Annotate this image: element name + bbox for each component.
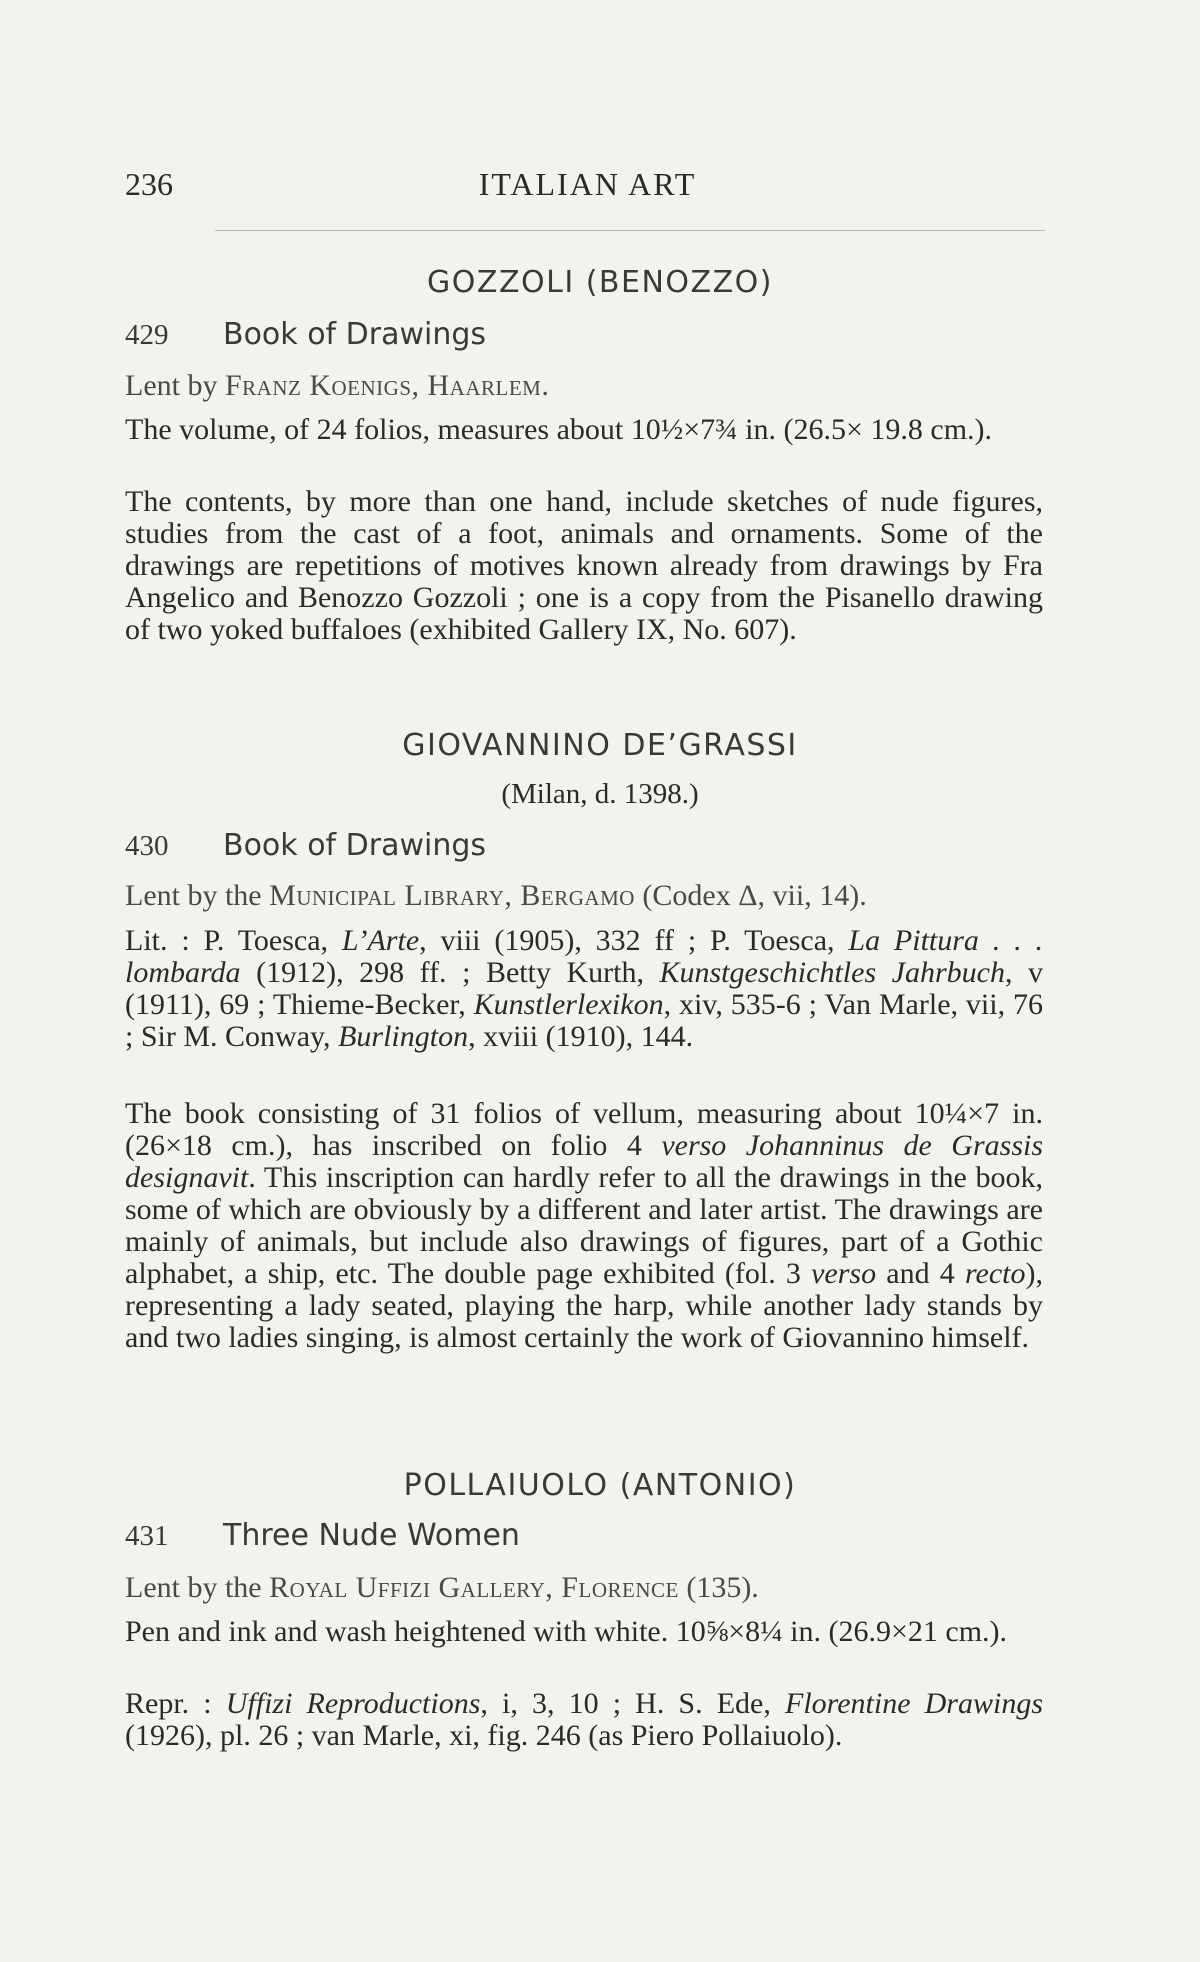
entry-title: Book of Drawings [223, 828, 487, 863]
literature-paragraph: Lit. : P. Toesca, L’Arte, viii (1905), 332 ff ; P. Toesca, La Pittura . . . lombarda (1912), 298 ff. ; Betty Kurth, Kunstgeschichtles Jahrbuch, v (1911), 69 ; Thieme-Becker, Kunstlerlexikon, xiv, 535-6 ; Van Marle, vii, 76 ; Sir M. Conway, Burlington, xviii (1910), 144. [125, 924, 1043, 1053]
contents-paragraph: The contents, by more than one hand, include sketches of nude figures, studies from the cast of a foot, animals and ornaments. Some of the drawings are repetitions of motives known already from drawings by Fra Angelico and Benozzo Gozzoli ; one is a copy from the Pisanello drawing of two yoked buffaloes (exhibited Gallery IX, No. 607). [125, 485, 1043, 646]
header-rule [215, 230, 1045, 231]
description-paragraph: The book consisting of 31 folios of vellum, measuring about 10¼×7 in. (26×18 cm.), has inscribed on folio 4 verso Johanninus de Grassis designavit. This inscription can hardly refer to all the drawings in the book, some of which are obviously by a different and later artist. The drawings are mainly of animals, but include also drawings of figures, part of a Gothic alphabet, a ship, etc. The double page exhibited (fol. 3 verso and 4 recto), representing a lady seated, playing the harp, while another lady stands by and two ladies singing, is almost certainly the work of Giovannino himself. [125, 1097, 1043, 1354]
entry-number: 429 [125, 319, 169, 351]
lender-line: Lent by the Municipal Library, Bergamo (Codex Δ, vii, 14). [125, 879, 867, 912]
lender-name: Municipal Library, Bergamo [269, 879, 635, 912]
entry-number: 431 [125, 1520, 169, 1552]
medium-paragraph: Pen and ink and wash heightened with white. 10⅝×8¼ in. (26.9×21 cm.). [125, 1615, 1008, 1648]
running-title: ITALIAN ART [478, 166, 697, 202]
artist-heading-pollaiuolo: POLLAIUOLO (ANTONIO) [403, 1468, 797, 1503]
entry-heading-430 [125, 828, 486, 863]
page-header [125, 166, 1050, 206]
entry-heading-429 [125, 317, 486, 352]
artist-dates: (Milan, d. 1398.) [501, 778, 699, 810]
dimensions-paragraph: The volume, of 24 folios, measures about 10½×7¾ in. (26.5× 19.8 cm.). [125, 413, 993, 446]
entry-heading-431 [125, 1518, 520, 1553]
entry-title: Book of Drawings [223, 317, 487, 352]
entry-title: Three Nude Women [223, 1518, 520, 1553]
entry-number: 430 [125, 830, 169, 862]
lender-name: Franz Koenigs, Haarlem [224, 369, 542, 402]
page-number: 236 [125, 166, 173, 202]
reproductions-paragraph: Repr. : Uffizi Reproductions, i, 3, 10 ; H. S. Ede, Florentine Drawings (1926), pl. 26 ; van Marle, xi, fig. 246 (as Piero Pollaiuolo). [125, 1687, 1043, 1752]
artist-heading-gozzoli: GOZZOLI (BENOZZO) [427, 265, 773, 300]
lender-name: Royal Uffizi Gallery, Florence [269, 1571, 679, 1604]
lender-line: Lent by the Royal Uffizi Gallery, Florence (135). [125, 1571, 759, 1604]
artist-heading-grassi: GIOVANNINO DE’GRASSI [402, 728, 798, 763]
lender-line: Lent by Franz Koenigs, Haarlem. [125, 369, 549, 402]
